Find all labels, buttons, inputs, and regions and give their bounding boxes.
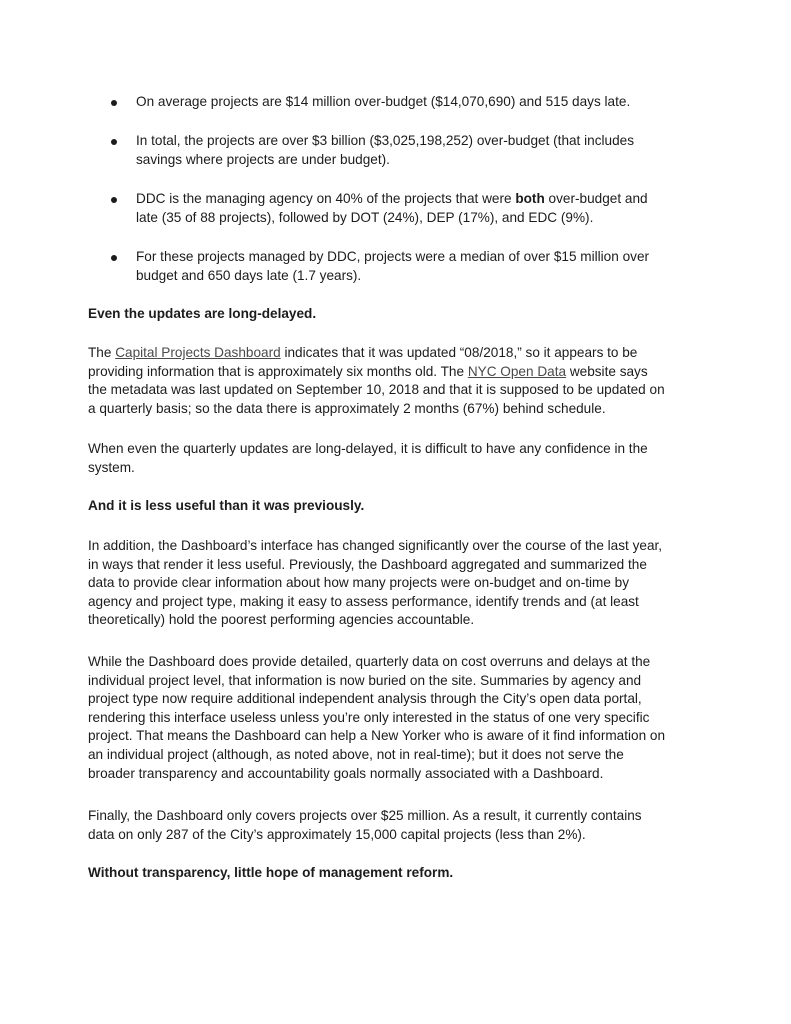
paragraph-line: data to provide clear information about how many projects were on-budget and on-time by	[88, 575, 630, 591]
paragraph-line: theoretically) hold the poorest performing agencies accountable.	[88, 612, 475, 628]
section-heading-updates: Even the updates are long-delayed.	[88, 306, 317, 321]
text-segment: The	[88, 345, 116, 360]
text-segment: website says	[566, 363, 648, 379]
paragraph-line: In addition, the Dashboard’s interface has changed significantly over the course of the last year,	[88, 538, 663, 553]
bullet-text	[136, 190, 696, 209]
paragraph-finally	[88, 807, 642, 844]
section-heading-less-useful: And it is less useful than it was previously.	[88, 498, 365, 513]
nyc-open-data-link[interactable]: NYC Open Data	[467, 363, 567, 379]
paragraph-line: broader transparency and accountability goals normally associated with a Dashboard.	[88, 765, 604, 781]
paragraph-line: an individual project (although, as noted above, not in real-time); but it does not serve the	[88, 746, 624, 762]
paragraph-line: data on only 287 of the City’s approximately 15,000 capital projects (less than 2%).	[88, 826, 586, 842]
paragraph-line: rendering this interface useless unless you’re only interested in the status of one very specific	[88, 709, 650, 725]
bullet-ddc-agency	[136, 190, 696, 227]
bullet-text: In total, the projects are over $3 billion ($3,025,198,252) over-budget (that includes	[136, 133, 634, 148]
paragraph-line: in ways that render it less useful. Previously, the Dashboard aggregated and summarized the	[88, 556, 647, 572]
bullet-dot	[111, 100, 117, 106]
bullet-ddc-median	[136, 248, 696, 285]
paragraph-line: While the Dashboard does provide detailed, quarterly data on cost overruns and delays at the	[88, 654, 651, 669]
bullet-dot	[111, 139, 117, 145]
paragraph-confidence	[88, 440, 648, 477]
paragraph-addition	[88, 537, 662, 630]
paragraph-line	[88, 344, 665, 363]
paragraph-line: a quarterly basis; so the data there is approximately 2 months (67%) behind schedule.	[88, 400, 606, 416]
text-segment: providing information that is approximately six months old. The	[88, 363, 468, 379]
text-segment: DDC is the managing agency on 40% of the projects that were	[136, 191, 516, 206]
bullet-text: savings where projects are under budget).	[136, 151, 390, 167]
paragraph-line: project. That means the Dashboard can help a New Yorker who is aware of it find information on	[88, 728, 666, 744]
paragraph-line	[88, 363, 665, 382]
bullet-text: On average projects are $14 million over-budget ($14,070,690) and 515 days late.	[136, 94, 631, 109]
bullet-text: For these projects managed by DDC, projects were a median of over $15 million over	[136, 249, 650, 264]
section-heading-transparency: Without transparency, little hope of management reform.	[88, 865, 454, 880]
paragraph-line: individual project level, that information is now buried on the site. Summaries by agency and	[88, 672, 642, 688]
bullet-text: late (35 of 88 projects), followed by DOT (24%), DEP (17%), and EDC (9%).	[136, 209, 594, 225]
paragraph-updated	[88, 344, 665, 418]
paragraph-while	[88, 653, 665, 783]
bullet-text: budget and 650 days late (1.7 years).	[136, 267, 362, 283]
paragraph-line: system.	[88, 459, 135, 475]
text-segment: over-budget and	[544, 191, 648, 206]
text-segment: indicates that it was updated “08/2018,” so it appears to be	[280, 345, 638, 360]
bullet-dot	[111, 255, 117, 261]
bullet-dot	[111, 197, 117, 203]
paragraph-line: When even the quarterly updates are long-delayed, it is difficult to have any confidence in the	[88, 441, 648, 456]
emphasis-both: both	[515, 191, 545, 206]
paragraph-line: project type now require additional independent analysis through the City’s open data portal,	[88, 691, 642, 707]
paragraph-line: the metadata was last updated on September 10, 2018 and that it is supposed to be updated on	[88, 382, 665, 398]
paragraph-line: agency and project type, making it easy to assess performance, identify trends and (at least	[88, 593, 639, 609]
capital-projects-dashboard-link[interactable]: Capital Projects Dashboard	[115, 345, 281, 360]
bullet-total	[136, 132, 696, 169]
paragraph-line: Finally, the Dashboard only covers projects over $25 million. As a result, it currently contains	[88, 808, 642, 823]
bullet-average	[136, 93, 696, 112]
